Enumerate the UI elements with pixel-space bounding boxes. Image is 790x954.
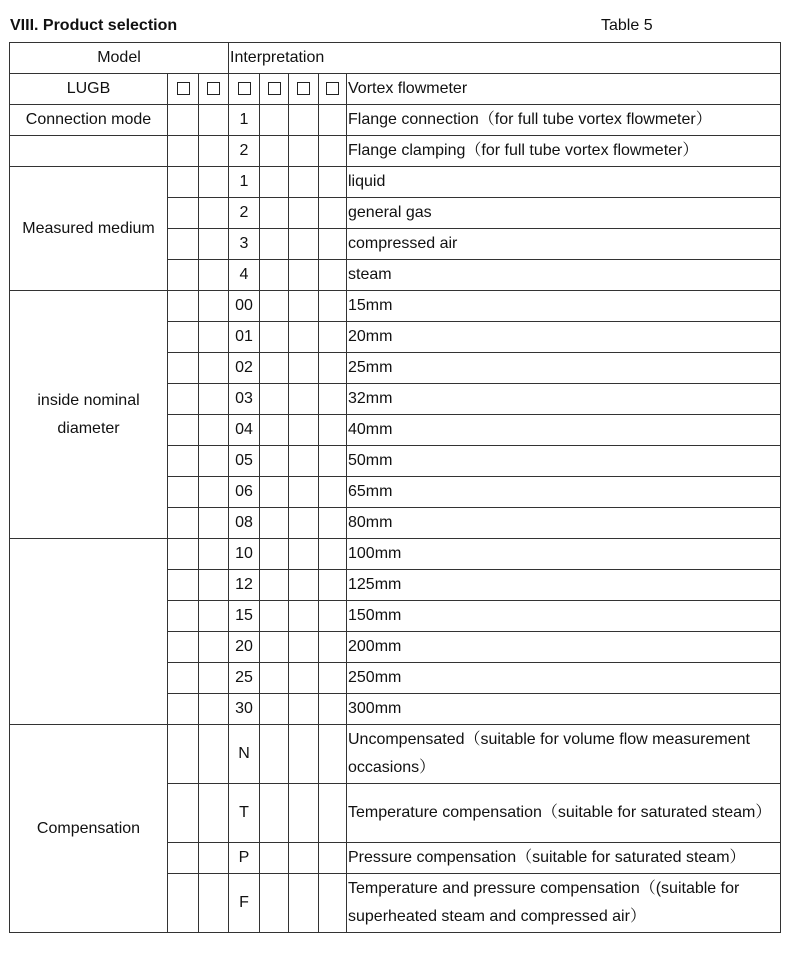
option-code: 1 [229, 105, 260, 136]
empty-cell [168, 508, 199, 539]
empty-cell [319, 508, 347, 539]
empty-cell [319, 663, 347, 694]
option-code: 12 [229, 570, 260, 601]
empty-cell [260, 198, 289, 229]
empty-cell [319, 291, 347, 322]
option-description: 80mm [347, 508, 781, 539]
empty-cell [319, 105, 347, 136]
group-label: Connection mode [10, 105, 168, 136]
empty-cell [168, 539, 199, 570]
checkbox-square-icon [207, 82, 220, 95]
empty-cell [289, 384, 319, 415]
option-description: 65mm [347, 477, 781, 508]
empty-cell [260, 843, 289, 874]
empty-cell [289, 508, 319, 539]
empty-cell [168, 446, 199, 477]
empty-cell [168, 291, 199, 322]
empty-cell [168, 384, 199, 415]
model-code-slot [260, 74, 289, 105]
option-description: 40mm [347, 415, 781, 446]
model-header: Model [10, 43, 229, 74]
option-description: Uncompensated（suitable for volume flow measurement occasions） [347, 725, 781, 784]
empty-cell [319, 539, 347, 570]
empty-cell [168, 663, 199, 694]
option-code: 10 [229, 539, 260, 570]
option-code: 08 [229, 508, 260, 539]
empty-cell [260, 415, 289, 446]
option-description: 15mm [347, 291, 781, 322]
empty-cell [168, 353, 199, 384]
option-code: P [229, 843, 260, 874]
model-code: LUGB [10, 74, 168, 105]
empty-cell [199, 632, 229, 663]
empty-cell [199, 446, 229, 477]
header-row [10, 43, 781, 74]
empty-cell [260, 694, 289, 725]
empty-cell [168, 229, 199, 260]
empty-cell [199, 539, 229, 570]
model-code-slot [229, 74, 260, 105]
model-row [10, 74, 781, 105]
empty-cell [199, 229, 229, 260]
empty-cell [289, 136, 319, 167]
empty-cell [260, 570, 289, 601]
empty-cell [319, 167, 347, 198]
empty-cell [289, 291, 319, 322]
empty-cell [168, 105, 199, 136]
product-selection-table [9, 42, 781, 933]
empty-cell [199, 198, 229, 229]
empty-cell [199, 260, 229, 291]
empty-cell [289, 570, 319, 601]
option-description: Temperature and pressure compensation（(suitable for superheated steam and compressed air） [347, 874, 781, 933]
empty-cell [168, 784, 199, 843]
group-label [10, 136, 168, 167]
empty-cell [199, 874, 229, 933]
option-description: 25mm [347, 353, 781, 384]
empty-cell [199, 663, 229, 694]
checkbox-square-icon [177, 82, 190, 95]
empty-cell [289, 260, 319, 291]
empty-cell [199, 105, 229, 136]
section-heading: VIII. Product selection [10, 17, 178, 34]
option-code: 01 [229, 322, 260, 353]
empty-cell [260, 632, 289, 663]
option-description: 300mm [347, 694, 781, 725]
empty-cell [199, 167, 229, 198]
option-code: 2 [229, 198, 260, 229]
option-code: N [229, 725, 260, 784]
checkbox-square-icon [238, 82, 251, 95]
empty-cell [260, 725, 289, 784]
empty-cell [260, 229, 289, 260]
empty-cell [319, 725, 347, 784]
empty-cell [319, 384, 347, 415]
option-code: 2 [229, 136, 260, 167]
empty-cell [319, 353, 347, 384]
model-code-slot [199, 74, 229, 105]
empty-cell [168, 136, 199, 167]
model-description: Vortex flowmeter [347, 74, 781, 105]
option-code: 02 [229, 353, 260, 384]
table-row [10, 136, 781, 167]
option-description: 150mm [347, 601, 781, 632]
empty-cell [289, 415, 319, 446]
empty-cell [168, 167, 199, 198]
empty-cell [199, 694, 229, 725]
empty-cell [199, 322, 229, 353]
empty-cell [199, 353, 229, 384]
empty-cell [199, 601, 229, 632]
empty-cell [199, 508, 229, 539]
option-code: 1 [229, 167, 260, 198]
option-code: T [229, 784, 260, 843]
option-code: 4 [229, 260, 260, 291]
empty-cell [199, 384, 229, 415]
empty-cell [260, 539, 289, 570]
option-code: 04 [229, 415, 260, 446]
model-code-slot [168, 74, 199, 105]
empty-cell [199, 477, 229, 508]
empty-cell [319, 843, 347, 874]
empty-cell [199, 291, 229, 322]
empty-cell [319, 136, 347, 167]
empty-cell [260, 477, 289, 508]
option-description: 250mm [347, 663, 781, 694]
empty-cell [319, 601, 347, 632]
empty-cell [319, 260, 347, 291]
empty-cell [289, 446, 319, 477]
empty-cell [199, 570, 229, 601]
empty-cell [168, 694, 199, 725]
option-description: general gas [347, 198, 781, 229]
empty-cell [319, 322, 347, 353]
option-description: 20mm [347, 322, 781, 353]
empty-cell [199, 725, 229, 784]
model-code-slot [289, 74, 319, 105]
option-code: F [229, 874, 260, 933]
empty-cell [168, 477, 199, 508]
empty-cell [168, 632, 199, 663]
empty-cell [260, 167, 289, 198]
option-code: 20 [229, 632, 260, 663]
option-description: Pressure compensation（suitable for saturated steam） [347, 843, 781, 874]
interpretation-header: Interpretation [229, 43, 781, 74]
checkbox-square-icon [268, 82, 281, 95]
table-row [10, 725, 781, 784]
empty-cell [199, 784, 229, 843]
option-description: 100mm [347, 539, 781, 570]
empty-cell [289, 167, 319, 198]
group-label: Measured medium [10, 167, 168, 291]
empty-cell [289, 539, 319, 570]
empty-cell [260, 353, 289, 384]
option-code: 06 [229, 477, 260, 508]
model-code-slot [319, 74, 347, 105]
empty-cell [289, 632, 319, 663]
empty-cell [319, 477, 347, 508]
empty-cell [289, 229, 319, 260]
group-label: Compensation [10, 725, 168, 933]
empty-cell [289, 694, 319, 725]
empty-cell [289, 784, 319, 843]
empty-cell [199, 843, 229, 874]
empty-cell [289, 843, 319, 874]
empty-cell [289, 663, 319, 694]
option-description: 50mm [347, 446, 781, 477]
option-description: Flange connection（for full tube vortex flowmeter） [347, 105, 781, 136]
empty-cell [260, 874, 289, 933]
empty-cell [199, 136, 229, 167]
empty-cell [168, 260, 199, 291]
empty-cell [260, 136, 289, 167]
option-code: 05 [229, 446, 260, 477]
option-description: Temperature compensation（suitable for saturated steam） [347, 784, 781, 843]
empty-cell [319, 874, 347, 933]
table-label: Table 5 [601, 17, 653, 34]
option-code: 25 [229, 663, 260, 694]
empty-cell [289, 725, 319, 784]
empty-cell [319, 694, 347, 725]
empty-cell [319, 632, 347, 663]
option-description: liquid [347, 167, 781, 198]
empty-cell [260, 291, 289, 322]
empty-cell [168, 415, 199, 446]
table-row [10, 539, 781, 570]
option-code: 3 [229, 229, 260, 260]
table-row [10, 105, 781, 136]
table-row [10, 291, 781, 322]
empty-cell [168, 198, 199, 229]
option-description: Flange clamping（for full tube vortex flowmeter） [347, 136, 781, 167]
group-label [10, 539, 168, 725]
option-description: compressed air [347, 229, 781, 260]
empty-cell [289, 198, 319, 229]
empty-cell [260, 601, 289, 632]
empty-cell [289, 353, 319, 384]
empty-cell [289, 477, 319, 508]
empty-cell [168, 322, 199, 353]
empty-cell [260, 105, 289, 136]
option-code: 15 [229, 601, 260, 632]
empty-cell [260, 384, 289, 415]
table-row [10, 167, 781, 198]
option-code: 30 [229, 694, 260, 725]
empty-cell [289, 322, 319, 353]
empty-cell [319, 784, 347, 843]
empty-cell [260, 322, 289, 353]
option-description: 200mm [347, 632, 781, 663]
empty-cell [260, 663, 289, 694]
option-description: 32mm [347, 384, 781, 415]
empty-cell [260, 508, 289, 539]
option-code: 03 [229, 384, 260, 415]
empty-cell [319, 198, 347, 229]
option-code: 00 [229, 291, 260, 322]
empty-cell [199, 415, 229, 446]
empty-cell [319, 415, 347, 446]
empty-cell [289, 601, 319, 632]
checkbox-square-icon [297, 82, 310, 95]
empty-cell [319, 570, 347, 601]
empty-cell [289, 874, 319, 933]
option-description: steam [347, 260, 781, 291]
empty-cell [168, 874, 199, 933]
empty-cell [289, 105, 319, 136]
empty-cell [168, 843, 199, 874]
empty-cell [168, 570, 199, 601]
empty-cell [319, 229, 347, 260]
checkbox-square-icon [326, 82, 339, 95]
option-description: 125mm [347, 570, 781, 601]
empty-cell [319, 446, 347, 477]
group-label: inside nominal diameter [10, 291, 168, 539]
empty-cell [260, 446, 289, 477]
empty-cell [260, 260, 289, 291]
empty-cell [168, 601, 199, 632]
empty-cell [260, 784, 289, 843]
empty-cell [168, 725, 199, 784]
